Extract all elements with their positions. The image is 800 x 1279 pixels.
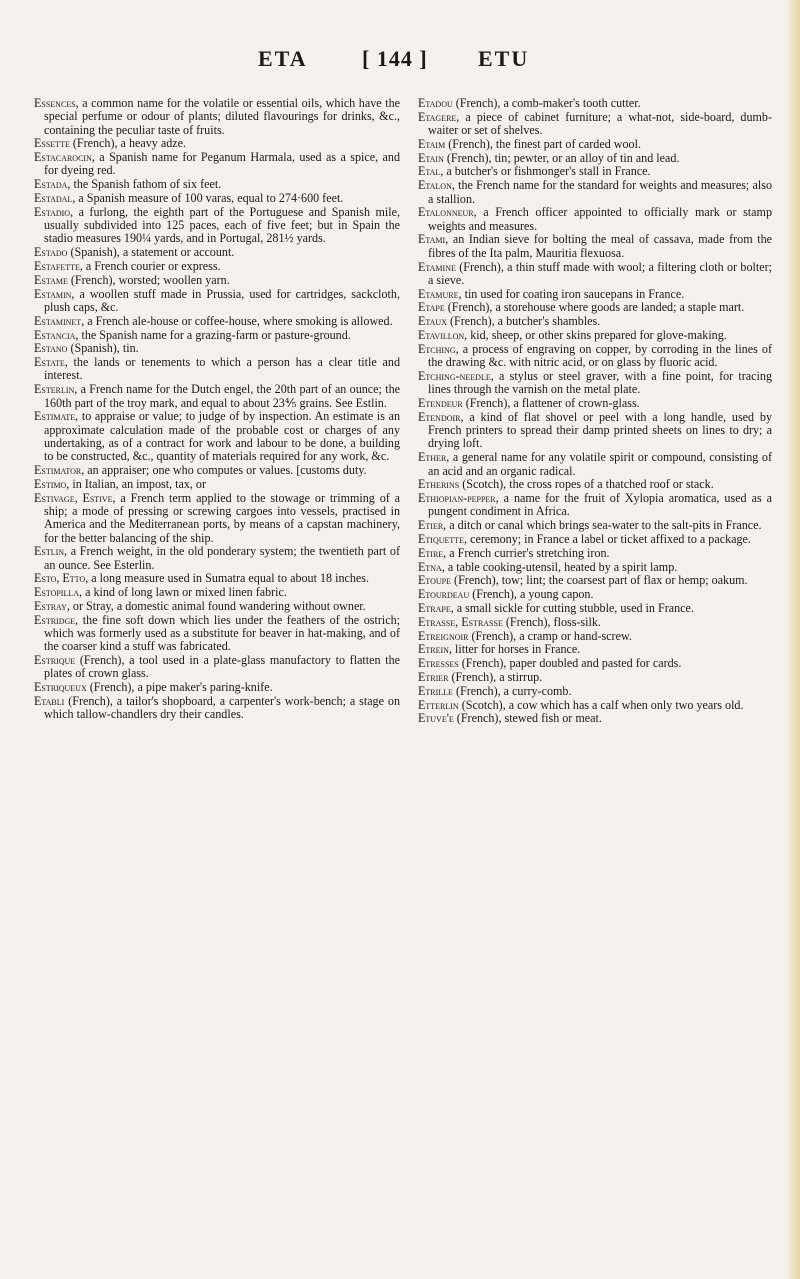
dictionary-entry xyxy=(418,261,772,288)
definition: (French), floss-silk. xyxy=(502,614,601,629)
headword: Estlin, xyxy=(34,544,68,559)
dictionary-entry xyxy=(34,315,400,328)
headword: Essette xyxy=(34,136,70,151)
headword: Estimo, xyxy=(34,476,70,491)
dictionary-entry xyxy=(418,315,772,328)
dictionary-entry xyxy=(418,165,772,178)
headword: Estopilla, xyxy=(34,585,83,600)
definition: (French), a butcher's shambles. xyxy=(446,314,601,329)
dictionary-entry xyxy=(418,179,772,206)
dictionary-entry xyxy=(418,643,772,656)
dictionary-entry xyxy=(34,600,400,613)
dictionary-entry xyxy=(34,695,400,722)
dictionary-entry xyxy=(418,712,772,725)
definition: (Spanish), tin. xyxy=(67,341,139,356)
dictionary-entry xyxy=(34,478,400,491)
headword: Estaminet, xyxy=(34,313,85,328)
headword: Estancia, xyxy=(34,327,79,342)
definition: a ditch or canal which brings sea-water to the salt-pits in France. xyxy=(446,518,762,533)
definition: the Spanish name for a grazing-farm or pasture-ground. xyxy=(78,327,351,342)
dictionary-entry xyxy=(418,301,772,314)
dictionary-entry xyxy=(34,614,400,654)
dictionary-entry xyxy=(418,561,772,574)
headword: Etching-needle, xyxy=(418,368,494,383)
definition: (French), a flattener of crown-glass. xyxy=(462,396,640,411)
definition: a French ale-house or coffee-house, where smoking is allowed. xyxy=(84,313,393,328)
headword: Etrille xyxy=(418,683,453,698)
dictionary-entry xyxy=(418,699,772,712)
dictionary-entry xyxy=(34,545,400,572)
dictionary-entry xyxy=(34,288,400,315)
definition: (French), a stirrup. xyxy=(448,669,543,684)
page-number: [ 144 ] xyxy=(362,46,428,71)
definition: a French currier's stretching iron. xyxy=(446,545,610,560)
header-right: ETU xyxy=(478,46,530,71)
definition: (French), a storehouse where goods are landed; a staple mart. xyxy=(444,300,745,315)
dictionary-entry xyxy=(418,451,772,478)
dictionary-entry xyxy=(34,356,400,383)
headword: Etaim xyxy=(418,136,446,151)
headword: Etire, xyxy=(418,545,447,560)
dictionary-entry xyxy=(34,97,400,137)
definition: (Scotch), the cross ropes of a thatched roof or stack. xyxy=(459,477,714,492)
headword: Estano xyxy=(34,341,68,356)
definition: a furlong, the eighth part of the Portuguese and Spanish mile, usually subdivided into 125 paces, each of five feet; but in Spain the stadio measures 190¼ yards, and in Portugal, 281½ yards. xyxy=(44,204,400,246)
definition: an appraiser; one who computes or values. [customs duty. xyxy=(84,463,367,478)
definition: (French), the finest part of carded wool. xyxy=(445,136,641,151)
dictionary-entry xyxy=(418,492,772,519)
dictionary-entry xyxy=(418,685,772,698)
headword: Estafette, xyxy=(34,259,83,274)
headword: Etresses xyxy=(418,656,459,671)
headword: Estamin, xyxy=(34,286,75,301)
headword: Essences, xyxy=(34,96,79,110)
dictionary-entry xyxy=(418,602,772,615)
headword: Etrasse, Estrasse xyxy=(418,614,503,629)
definition: a Spanish name for Peganum Harmala, used as a spice, and for dyeing red. xyxy=(44,150,400,178)
definition: a French courier or express. xyxy=(82,259,221,274)
definition: a stylus or steel graver, with a fine point, for tracing lines through the varnish on the metal plate. xyxy=(428,368,772,397)
headword: Etami, xyxy=(418,232,449,247)
definition: (Scotch), a cow which has a calf when only two years old. xyxy=(458,697,744,712)
dictionary-entry xyxy=(34,192,400,205)
dictionary-entry xyxy=(418,370,772,397)
dictionary-entry xyxy=(34,492,400,545)
definition: a French name for the Dutch engel, the 20th part of an ounce; the 160th part of the troy mark, and equal to about 23⅘ grains. See Estlin. xyxy=(44,382,400,410)
dictionary-entry xyxy=(418,519,772,532)
definition: kid, sheep, or other skins prepared for glove-making. xyxy=(467,328,727,343)
definition: (French), a heavy adze. xyxy=(69,136,187,151)
dictionary-entry xyxy=(34,654,400,681)
definition: the fine soft down which lies under the feathers of the ostrich; which was formerly used as a substitute for beaver in hat-making, and of the coarser kind a stuff was fabricated. xyxy=(44,612,400,654)
definition: a French weight, in the old ponderary system; the twentieth part of an ounce. See Esterlin. xyxy=(44,544,400,572)
dictionary-entry xyxy=(418,411,772,451)
headword: Etabli xyxy=(34,694,65,709)
definition: a butcher's or fishmonger's stall in France. xyxy=(443,164,651,179)
dictionary-entry xyxy=(34,572,400,585)
headword: Ether, xyxy=(418,450,450,465)
dictionary-entry xyxy=(34,274,400,287)
definition: an Indian sieve for bolting the meal of cassava, made from the fibres of the Ita palm, Mauritia flexuosa. xyxy=(428,232,772,260)
definition: ceremony; in France a label or ticket affixed to a package. xyxy=(467,532,751,546)
dictionary-entry xyxy=(34,260,400,273)
dictionary-entry xyxy=(34,410,400,463)
headword: Etavillon, xyxy=(418,328,468,343)
definition: a small sickle for cutting stubble, used in France. xyxy=(453,600,694,615)
headword: Etching, xyxy=(418,341,459,356)
definition: (French), a tool used in a plate-glass manufactory to flatten the plates of crown glass. xyxy=(44,653,400,681)
definition: (French), stewed fish or meat. xyxy=(453,711,602,726)
definition: (French), a young capon. xyxy=(469,587,594,602)
definition: the French name for the standard for weights and measures; also a stallion. xyxy=(428,178,772,206)
definition: a long measure used in Sumatra equal to about 18 inches. xyxy=(88,571,370,586)
headword: Esto, Etto, xyxy=(34,571,89,586)
dictionary-entry xyxy=(418,97,772,110)
headword: Etiquette, xyxy=(418,532,468,546)
dictionary-entry xyxy=(418,206,772,233)
headword: Etuve'e xyxy=(418,711,454,726)
headword: Estray, xyxy=(34,598,70,613)
headword: Etendeur xyxy=(418,396,463,411)
dictionary-entry xyxy=(418,478,772,491)
definition: or Stray, a domestic animal found wandering without owner. xyxy=(69,598,366,613)
headword: Etreignoir xyxy=(418,628,469,643)
headword: Estacarocin, xyxy=(34,150,95,165)
definition: to appraise or value; to judge of by inspection. An estimate is an approximate calculation made of the probable cost or charges of any undertaking, as of a contract for work and labour to be done, a building to be constructed, &c., quantity of materials required for any work, &c. xyxy=(44,409,400,464)
headword: Ethiopian-pepper, xyxy=(418,491,499,506)
dictionary-entry xyxy=(34,206,400,246)
headword: Etterlin xyxy=(418,697,459,712)
dictionary-entry xyxy=(418,288,772,301)
definition: (French), a thin stuff made with wool; a filtering cloth or bolter; a sieve. xyxy=(428,259,772,287)
definition: (French), tin; pewter, or an alloy of tin and lead. xyxy=(443,150,680,165)
left-column xyxy=(34,97,400,722)
headword: Estimator, xyxy=(34,463,85,478)
headword: Etal, xyxy=(418,164,444,179)
dictionary-entry xyxy=(34,681,400,694)
headword: Etourdeau xyxy=(418,587,470,602)
dictionary-entry xyxy=(418,574,772,587)
dictionary-entry xyxy=(418,233,772,260)
headword: Etrier xyxy=(418,669,449,684)
dictionary-entry xyxy=(418,111,772,138)
definition: a piece of cabinet furniture; a what-not, side-board, dumb-waiter or set of shelves. xyxy=(428,109,772,138)
dictionary-entry xyxy=(418,588,772,601)
dictionary-entry xyxy=(34,342,400,355)
headword: Etrape, xyxy=(418,600,454,615)
headword: Estridge, xyxy=(34,612,79,627)
definition: (French), a tailor's shopboard, a carpenter's work-bench; a stage on which tallow-chandlers dry their candles. xyxy=(44,694,400,722)
dictionary-entry xyxy=(418,152,772,165)
headword: Etna, xyxy=(418,559,445,574)
definition: (French), a comb-maker's tooth cutter. xyxy=(452,96,641,110)
definition: litter for horses in France. xyxy=(451,642,581,657)
headword: Estriqueux xyxy=(34,680,87,695)
definition: a name for the fruit of Xylopia aromatica, used as a pungent condiment in Africa. xyxy=(428,491,772,519)
dictionary-entry xyxy=(418,671,772,684)
headword: Esterlin, xyxy=(34,382,78,397)
dictionary-entry xyxy=(34,383,400,410)
dictionary-entry xyxy=(34,178,400,191)
headword: Estrique xyxy=(34,653,76,668)
definition: (Spanish), a statement or account. xyxy=(67,245,235,260)
dictionary-entry xyxy=(418,616,772,629)
right-column xyxy=(418,97,772,726)
dictionary-entry xyxy=(34,464,400,477)
definition: a table cooking-utensil, heated by a spirit lamp. xyxy=(444,559,678,574)
definition: a kind of flat shovel or peel with a long handle, used by French printers to spread their damp printed sheets on lines to dry; a drying loft. xyxy=(428,409,772,451)
running-header xyxy=(0,46,800,76)
definition: tin used for coating iron saucepans in France. xyxy=(461,286,685,301)
headword: Etier, xyxy=(418,518,447,533)
dictionary-entry xyxy=(418,138,772,151)
headword: Etamure, xyxy=(418,286,462,301)
headword: Etoupe xyxy=(418,573,452,588)
dictionary-entry xyxy=(418,657,772,670)
dictionary-entry xyxy=(418,547,772,560)
dictionary-entry xyxy=(34,137,400,150)
headword: Estate, xyxy=(34,355,68,370)
headword: Etendoir, xyxy=(418,409,464,424)
headword: Etamine xyxy=(418,259,456,274)
headword: Estadal, xyxy=(34,191,76,206)
headword: Estada, xyxy=(34,177,71,192)
headword: Etrein, xyxy=(418,642,452,657)
definition: a Spanish measure of 100 varas, equal to 274·600 feet. xyxy=(75,191,344,206)
headword: Etherins xyxy=(418,477,460,492)
definition: a French term applied to the stowage or trimming of a ship; a mode of pressing or screwing cargoes into vessels, practised in America and the Mediterranean ports, by means of a capstan machinery, for the better balancing of the ship. xyxy=(44,490,400,545)
definition: in Italian, an impost, tax, or xyxy=(69,476,207,491)
definition: a common name for the volatile or essential oils, which have the special perfume or odour of plants; diluted flavourings for drinks, &c., containing the peculiar taste of fruits. xyxy=(44,96,400,137)
dictionary-entry xyxy=(418,630,772,643)
headword: Etain xyxy=(418,150,444,165)
dictionary-entry xyxy=(418,533,772,546)
definition: a process of engraving on copper, by corroding in the lines of the drawing &c. with nitric acid, or on glass by fluoric acid. xyxy=(428,341,772,370)
page-edge xyxy=(786,0,800,1279)
definition: a woollen stuff made in Prussia, used for cartridges, sackcloth, plush caps, &c. xyxy=(44,286,400,314)
dictionary-entry xyxy=(418,343,772,370)
dictionary-entry xyxy=(34,151,400,178)
dictionary-entry xyxy=(34,586,400,599)
headword: Etagere, xyxy=(418,109,460,124)
headword: Etadou xyxy=(418,96,453,110)
definition: a general name for any volatile spirit or compound, consisting of an acid and an organic radical. xyxy=(428,450,772,478)
definition: a kind of long lawn or mixed linen fabric. xyxy=(82,585,287,600)
headword: Estame xyxy=(34,272,68,287)
definition: the Spanish fathom of six feet. xyxy=(70,177,222,192)
definition: (French), a cramp or hand-screw. xyxy=(468,628,632,643)
headword: Estimate, xyxy=(34,409,79,424)
definition: (French), worsted; woollen yarn. xyxy=(67,272,230,287)
definition: (French), a curry-comb. xyxy=(452,683,572,698)
headword: Etalonneur, xyxy=(418,205,477,220)
headword: Etalon, xyxy=(418,178,455,193)
dictionary-entry xyxy=(34,329,400,342)
headword: Etaux xyxy=(418,314,447,329)
definition: (French), tow; lint; the coarsest part of flax or hemp; oakum. xyxy=(451,573,748,588)
headword: Estado xyxy=(34,245,68,260)
headword: Estadio, xyxy=(34,204,74,219)
headword: Etape xyxy=(418,300,445,315)
dictionary-entry xyxy=(418,397,772,410)
definition: a French officer appointed to officially mark or stamp weights and measures. xyxy=(428,205,772,233)
dictionary-entry xyxy=(34,246,400,259)
definition: the lands or tenements to which a person has a clear title and interest. xyxy=(44,355,400,383)
definition: (French), a pipe maker's paring-knife. xyxy=(86,680,273,695)
header-left: ETA xyxy=(258,46,308,71)
headword: Estivage, Estive, xyxy=(34,490,116,505)
definition: (French), paper doubled and pasted for cards. xyxy=(458,656,682,671)
dictionary-entry xyxy=(418,329,772,342)
